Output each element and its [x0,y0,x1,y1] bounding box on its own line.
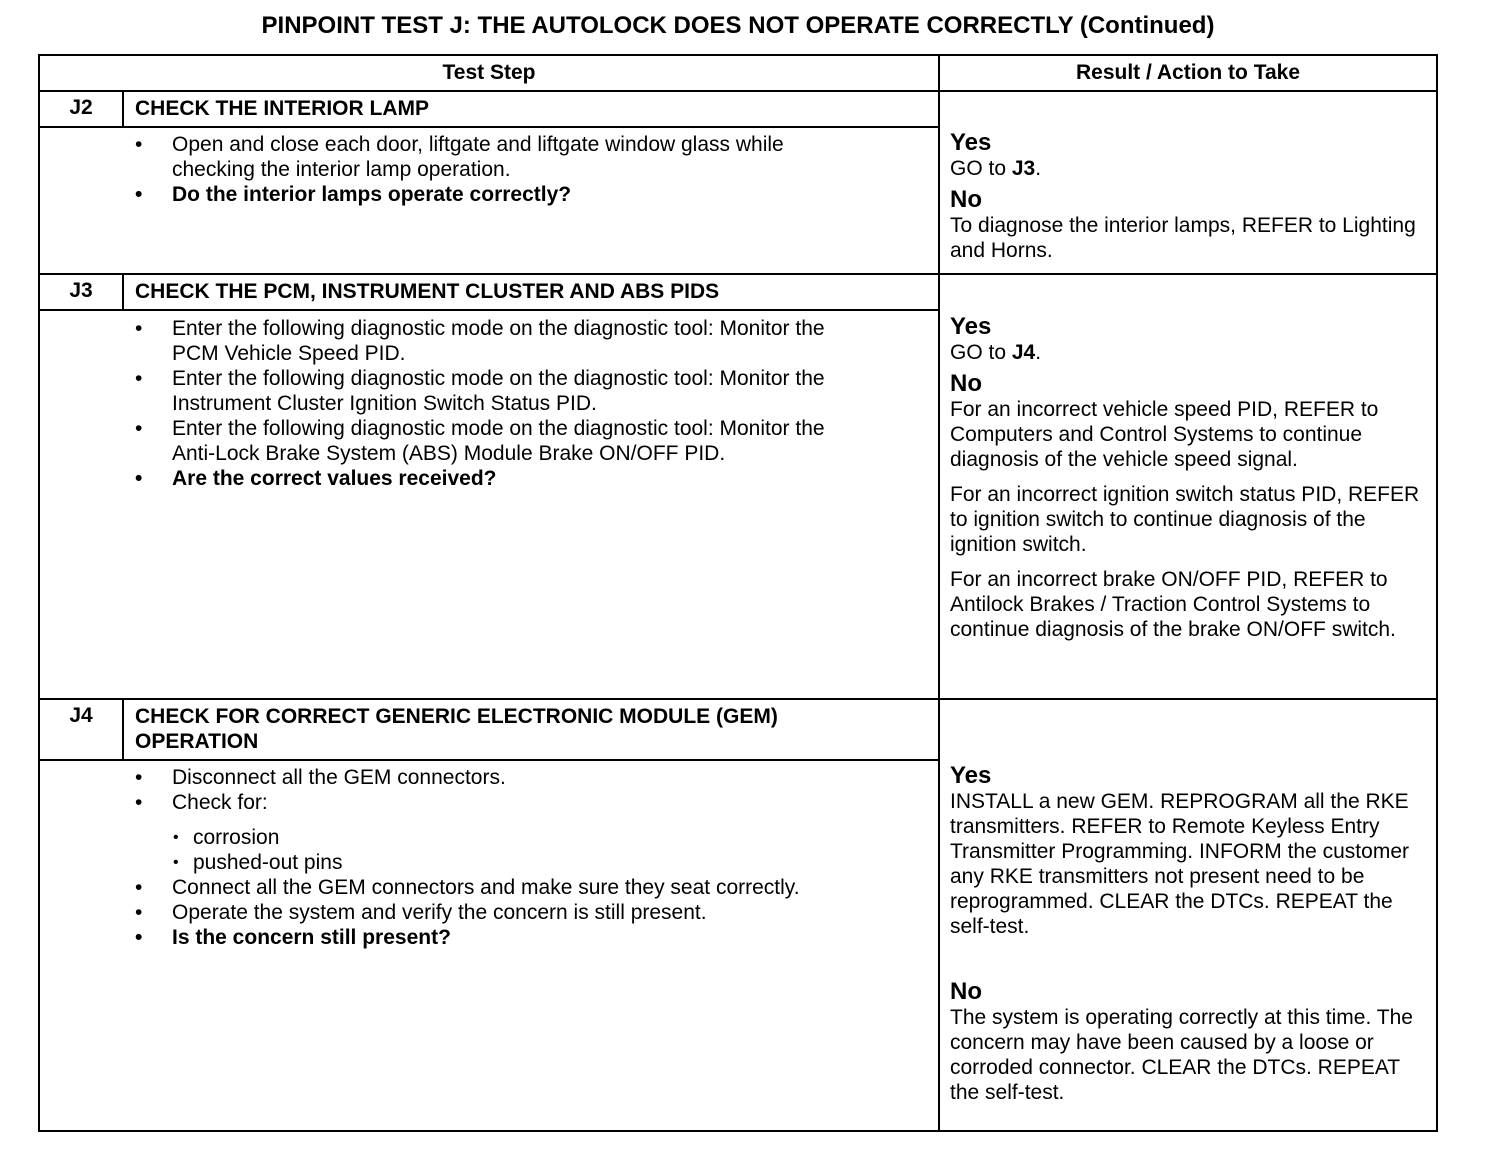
step-bullet: • Check for: [135,790,935,815]
step-id: J3 [69,279,93,302]
result-column-divider [938,56,940,1130]
j3-row-divider [40,698,1436,700]
yes-action-text: GO to [950,157,1012,180]
step-id-divider-j2 [122,90,124,126]
yes-action-suffix: . [1035,157,1042,180]
step-bullet: • Enter the following diagnostic mode on the diagnostic tool: Monitor the PCM Vehicle Speed PID. [135,316,837,366]
no-label: No [950,370,982,397]
header-test-step: Test Step [442,61,536,84]
yes-label: Yes [950,762,992,789]
no-label: No [950,186,982,213]
step-result [950,130,1436,263]
yes-label: Yes [950,129,992,156]
step-id: J4 [69,704,93,727]
yes-action-suffix: . [1035,341,1042,364]
step-id: J2 [69,96,93,119]
j3-title-divider [40,309,938,311]
j2-title-divider [40,126,938,128]
page-title: PINPOINT TEST J: THE AUTOLOCK DOES NOT OPERATE CORRECTLY (Continued) [261,12,1215,39]
step-id-divider-j3 [122,273,124,309]
goto-step-link[interactable]: J3 [1011,157,1036,180]
sub-bullet: • corrosion [135,825,935,850]
header-divider [40,90,1436,92]
no-action: The system is operating correctly at this time. The concern may have been caused by a loose or corroded connector. CLEAR the DTCs. REPEAT the self-test. [950,1006,1413,1104]
step-bullet: • Operate the system and verify the concern is still present. [135,900,935,925]
no-action: For an incorrect brake ON/OFF PID, REFER to Antilock Brakes / Traction Control Systems to continue diagnosis of the brake ON/OFF switch. [950,568,1396,641]
step-bullet: • Disconnect all the GEM connectors. [135,765,935,790]
step-bullet: • Open and close each door, liftgate and liftgate window glass while checking the interior lamp operation. [135,132,862,182]
sub-bullet: • pushed-out pins [135,850,935,875]
pinpoint-test-table [38,54,1438,1132]
step-body [135,765,935,950]
yes-action [950,340,1436,365]
step-question: • Is the concern still present? [135,925,935,950]
yes-label: Yes [950,313,992,340]
j4-title-divider [40,759,938,761]
yes-action-text: GO to [950,341,1012,364]
j2-row-divider [40,273,1436,275]
no-label: No [950,978,982,1005]
step-result [950,763,1436,1105]
no-action: To diagnose the interior lamps, REFER to Lighting and Horns. [950,214,1416,262]
step-body [135,132,935,207]
step-question: • Do the interior lamps operate correctly? [135,182,935,207]
step-bullet: • Enter the following diagnostic mode on the diagnostic tool: Monitor the Anti-Lock Brake System (ABS) Module Brake ON/OFF PID. [135,416,837,466]
step-bullet: • Enter the following diagnostic mode on the diagnostic tool: Monitor the Instrument Cluster Ignition Switch Status PID. [135,366,837,416]
step-id-divider-j4 [122,698,124,759]
no-action: For an incorrect vehicle speed PID, REFER to Computers and Control Systems to continue diagnosis of the vehicle speed signal. [950,398,1379,471]
step-title: CHECK THE PCM, INSTRUMENT CLUSTER AND ABS PIDS [135,280,720,303]
step-title: CHECK THE INTERIOR LAMP [135,97,429,120]
step-body [135,316,935,491]
yes-action: INSTALL a new GEM. REPROGRAM all the RKE transmitters. REFER to Remote Keyless Entry Transmitter Programming. INFORM the customer any RKE transmitters not present need to be reprogrammed. CLEAR the DTCs. REPEAT the self-test. [950,790,1409,938]
header-result-action: Result / Action to Take [1075,61,1301,84]
step-result [950,314,1436,642]
yes-action [950,156,1436,181]
goto-step-link[interactable]: J4 [1011,341,1036,364]
no-action: For an incorrect ignition switch status PID, REFER to ignition switch to continue diagnosis of the ignition switch. [950,483,1420,556]
step-title: CHECK FOR CORRECT GENERIC ELECTRONIC MODULE (GEM) OPERATION [135,705,778,753]
step-bullet: • Connect all the GEM connectors and make sure they seat correctly. [135,875,862,900]
step-question: • Are the correct values received? [135,466,935,491]
